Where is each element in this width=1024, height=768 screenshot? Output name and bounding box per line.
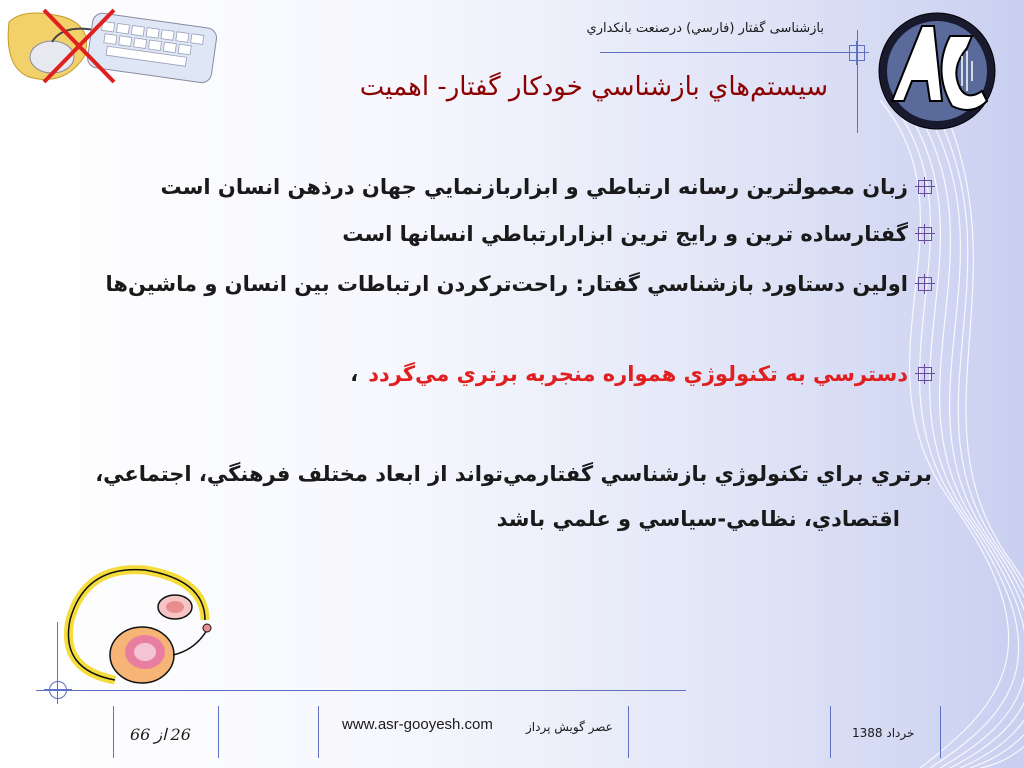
bullet-icon [918,277,932,291]
footer-box-left-edge [113,706,114,758]
footer-box-mid-edge [628,706,629,758]
bullet-icon [918,227,932,241]
bullet-suffix: ، [350,362,359,386]
company-logo [872,6,1012,136]
footer-rule-horizontal [36,690,686,691]
bullet-item-3 [106,272,932,296]
page-total: 66 [130,725,151,744]
background-swirl [860,100,1024,768]
bullet-text: اولين دستاورد بازشناسي گفتار: راحت‌تركردن ارتباطات بين انسان و ماشين‌ها [105,272,908,296]
footer-box-left-edge [218,706,219,758]
title-crosshair [849,45,865,61]
bullet-text: دسترسي به تكنولوژي همواره منجربه برتري مي‌گردد [368,362,908,386]
keyboard-mouse-illustration [4,2,230,90]
title-rule-horizontal [600,52,868,53]
bullet-text: گفتارساده ترين و رايج ترين ابزارارتباطي انسانها است [342,222,908,246]
course-title: بازشناسی گفتار (فارسي) درصنعت بانكداري [586,21,824,36]
bullet-icon [918,180,932,194]
slide-title: سيستم‌هاي بازشناسي خودكار گفتار- اهميت [359,72,828,102]
headphones-illustration [55,560,230,700]
bullet-item-4 [350,362,932,386]
page-of-label: از [154,725,167,744]
footer-date: خرداد 1388 [852,726,915,740]
page-number [130,725,191,744]
bullet-icon [918,367,932,381]
website-link[interactable]: www.asr-gooyesh.com [342,716,493,733]
bullet-item-1 [161,175,932,199]
paragraph-line-2: اقتصادي، نظامي-سياسي و علمي باشد [496,507,900,531]
footer-box-mid-edge [318,706,319,758]
company-name: عصر گویش پرداز [526,720,613,734]
bullet-text: زبان معمولترين رسانه ارتباطي و ابزاربازنمايي جهان درذهن انسان است [160,175,908,199]
footer-box-right-edge [940,706,941,758]
footer-box-right-edge [830,706,831,758]
page-current: 26 [170,725,191,744]
paragraph-line-1: برتري براي تكنولوژي بازشناسي گفتارمي‌تواند از ابعاد مختلف فرهنگي، اجتماعي، [95,462,932,486]
bullet-item-2 [342,222,932,246]
